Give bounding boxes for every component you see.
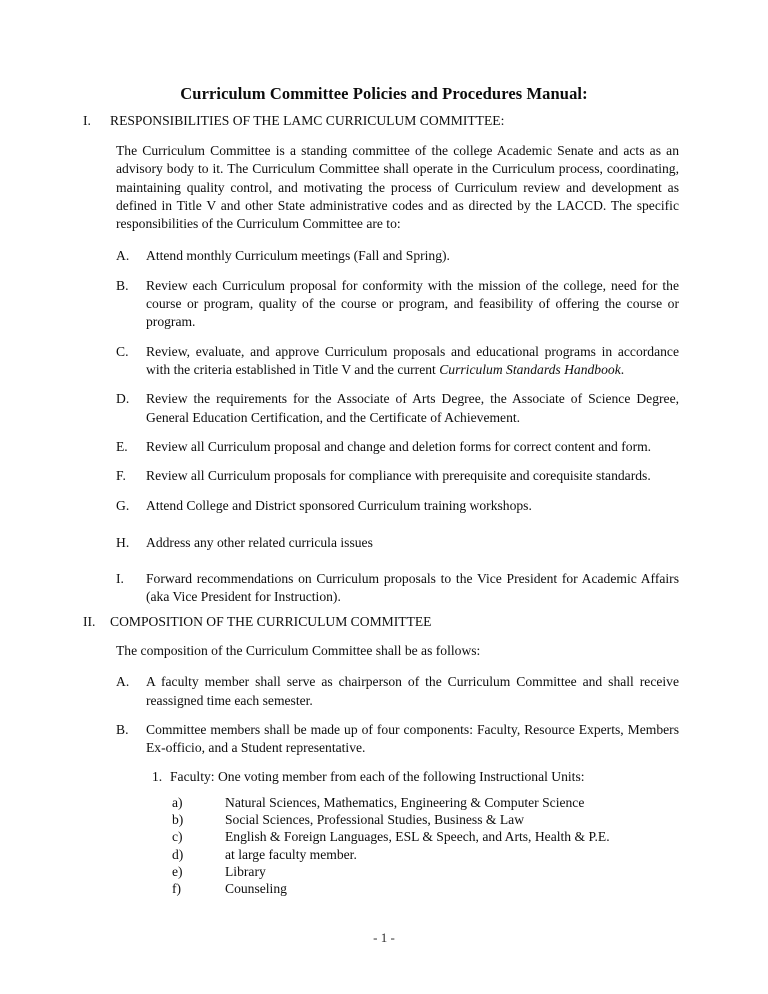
list-item: [172, 828, 692, 845]
list-item-text: Natural Sciences, Mathematics, Engineering & Computer Science: [225, 794, 585, 810]
list-item: [116, 673, 679, 710]
section-two-numeral: II.: [83, 614, 96, 629]
list-item-text: A faculty member shall serve as chairperson of the Curriculum Committee and shall receive reassigned time each semester.: [146, 674, 679, 708]
list-item: [116, 467, 679, 485]
list-item: [116, 721, 679, 758]
list-item: [116, 534, 679, 552]
list-item-marker: A.: [116, 248, 130, 264]
section-two-heading-text: COMPOSITION OF THE CURRICULUM COMMITTEE: [110, 614, 432, 629]
list-item: [116, 277, 679, 332]
list-item-marker: d): [172, 846, 184, 862]
list-item-marker: E.: [116, 438, 128, 454]
list-item-marker: e): [172, 863, 183, 879]
list-item: [172, 811, 692, 828]
list-item-marker: A.: [116, 674, 130, 690]
list-item-marker: I.: [116, 571, 124, 587]
list-item-marker: F.: [116, 468, 126, 484]
list-item-text: Review, evaluate, and approve Curriculum proposals and educational programs in accordance with the criteria established in Title V and the current: [146, 343, 679, 377]
list-item-text: Committee members shall be made up of four components: Faculty, Resource Experts, Members Ex-officio, and a Student representative.: [146, 721, 679, 756]
list-item-marker: 1.: [152, 769, 163, 785]
list-item: [116, 247, 679, 265]
list-item-text: Review the requirements for the Associate of Arts Degree, the Associate of Science Degree, General Education Certification, and the Certificate of Achievement.: [146, 391, 679, 425]
list-item: [116, 570, 679, 607]
list-item: [116, 438, 679, 456]
section-two-intro-paragraph: The composition of the Curriculum Committee shall be as follows:: [116, 643, 481, 658]
list-item-text: Review all Curriculum proposal and change and deletion forms for correct content and form.: [146, 438, 652, 454]
list-item: [172, 794, 692, 811]
list-item-text: Attend monthly Curriculum meetings (Fall and Spring).: [146, 248, 450, 264]
list-item-marker: f): [172, 881, 182, 897]
list-item-text: Counseling: [225, 881, 287, 897]
instructional-units-list: [172, 794, 692, 898]
list-item-text: Review all Curriculum proposals for compliance with prerequisite and corequisite standards.: [146, 468, 651, 484]
list-item: [172, 880, 692, 897]
section-one-intro-paragraph: The Curriculum Committee is a standing committee of the college Academic Senate and acts as an advisory body to it. The Curriculum Committee shall operate in the Curriculum process, coordinating, maintaining quality control, and motivating the process of Curriculum review and development as defined in Title V and other State administrative codes and as directed by the LACCD. The specific responsibilities of the Curriculum Committee are to:: [116, 143, 679, 232]
page-number-footer: - 1 -: [373, 930, 395, 945]
section-two-item-list: [116, 673, 679, 757]
list-item: [172, 863, 692, 880]
list-item-text: English & Foreign Languages, ESL & Speech, and Arts, Health & P.E.: [225, 829, 610, 845]
section-one: [83, 112, 683, 607]
list-item-text: Attend College and District sponsored Curriculum training workshops.: [146, 498, 532, 514]
list-item-marker: a): [172, 794, 183, 810]
list-item-marker: B.: [116, 721, 129, 737]
section-two-heading: [83, 613, 683, 631]
list-item-marker: B.: [116, 277, 129, 293]
list-item-text: Faculty: One voting member from each of the following Instructional Units:: [170, 769, 585, 785]
list-item-marker: D.: [116, 391, 130, 407]
list-item-marker: b): [172, 812, 184, 828]
list-item-text: at large faculty member.: [225, 846, 357, 862]
list-item-text: Address any other related curricula issues: [146, 534, 373, 550]
list-item-text-tail: .: [620, 361, 625, 377]
faculty-sub-list: [152, 768, 679, 786]
list-item-marker: c): [172, 829, 183, 845]
list-item-marker: G.: [116, 498, 130, 514]
page-title: Curriculum Committee Policies and Procedures Manual:: [180, 84, 588, 103]
list-item: [116, 497, 679, 515]
section-one-numeral: I.: [83, 113, 91, 128]
list-item-text: Library: [225, 863, 266, 879]
list-item-marker: H.: [116, 534, 130, 550]
list-item: [116, 343, 679, 380]
list-item-marker: C.: [116, 343, 129, 359]
section-one-heading-text: RESPONSIBILITIES OF THE LAMC CURRICULUM COMMITTEE:: [110, 113, 505, 128]
list-item-text: Review each Curriculum proposal for conformity with the mission of the college, need for the course or program, quality of the course or program, and feasibility of offering the course or program.: [146, 277, 679, 330]
section-one-item-list: [116, 247, 679, 606]
list-item: [172, 846, 692, 863]
section-two: [83, 613, 683, 898]
list-item-text: Forward recommendations on Curriculum proposals to the Vice President for Academic Affairs (aka Vice President for Instruction).: [146, 571, 679, 605]
list-item-text-italic: Curriculum Standards Handbook: [439, 361, 621, 377]
section-one-heading: [83, 112, 683, 130]
list-item: [152, 768, 679, 786]
list-item: [116, 390, 679, 427]
list-item-text: Social Sciences, Professional Studies, Business & Law: [225, 812, 525, 828]
